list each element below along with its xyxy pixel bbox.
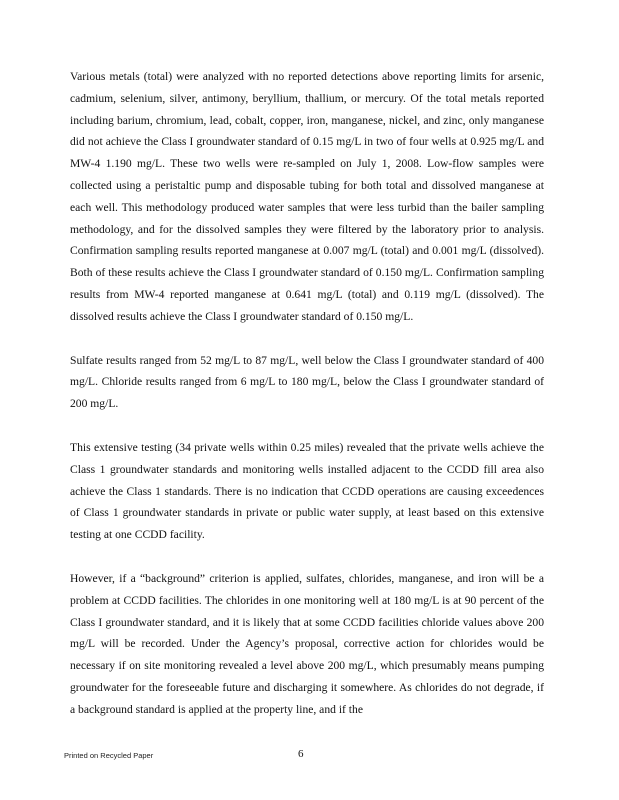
paragraph-sulfate-chloride: Sulfate results ranged from 52 mg/L to 87 mg/L, well below the Class I groundwater standard of 400 mg/L. Chloride results ranged from 6 mg/L to 180 mg/L, below the Class I groundwater standard of 200 mg/L. [70, 353, 544, 411]
page-body [70, 66, 544, 743]
page-number: 6 [298, 748, 304, 760]
paragraph-background-criterion: However, if a “background” criterion is applied, sulfates, chlorides, manganese, and iron will be a problem at CCDD facilities. The chlorides in one monitoring well at 180 mg/L is at 90 percent of the Class I groundwater standard, and it is likely that at some CCDD facilities chloride values above 200 mg/L will be recorded. Under the Agency’s proposal, corrective action for chlorides would be necessary if on site monitoring revealed a level above 200 mg/L, which presumably means pumping groundwater for the foreseeable future and discharging it somewhere. As chlorides do not degrade, if a background standard is applied at the property line, and if the [70, 571, 544, 716]
footer-recycled-paper-note: Printed on Recycled Paper [64, 751, 154, 760]
paragraph-metals-analysis: Various metals (total) were analyzed with no reported detections above reporting limits for arsenic, cadmium, selenium, silver, antimony, beryllium, thallium, or mercury. Of the total metals reported including barium, chromium, lead, cobalt, copper, iron, manganese, nickel, and zinc, only manganese did not achieve the Class I groundwater standard of 0.15 mg/L in two of four wells at 0.925 mg/L and MW-4 1.190 mg/L. These two wells were re-sampled on July 1, 2008. Low-flow samples were collected using a peristaltic pump and disposable tubing for both total and dissolved manganese at each well. This methodology produced water samples that were less turbid than the bailer sampling methodology, and for the dissolved samples they were filtered by the laboratory prior to analysis. Confirmation sampling results reported manganese at 0.007 mg/L (total) and 0.001 mg/L (dissolved). Both of these results achieve the Class I groundwater standard of 0.150 mg/L. Confirmation sampling results from MW-4 reported manganese at 0.641 mg/L (total) and 0.119 mg/L (dissolved). The dissolved results achieve the Class I groundwater standard of 0.150 mg/L. [70, 70, 544, 323]
paragraph-private-wells-testing: This extensive testing (34 private wells within 0.25 miles) revealed that the private wells achieve the Class 1 groundwater standards and monitoring wells installed adjacent to the CCDD fill area also achieve the Class 1 standards. There is no indication that CCDD operations are causing exceedences of Class 1 groundwater standards in private or public water supply, at least based on this extensive testing at one CCDD facility. [70, 440, 544, 542]
